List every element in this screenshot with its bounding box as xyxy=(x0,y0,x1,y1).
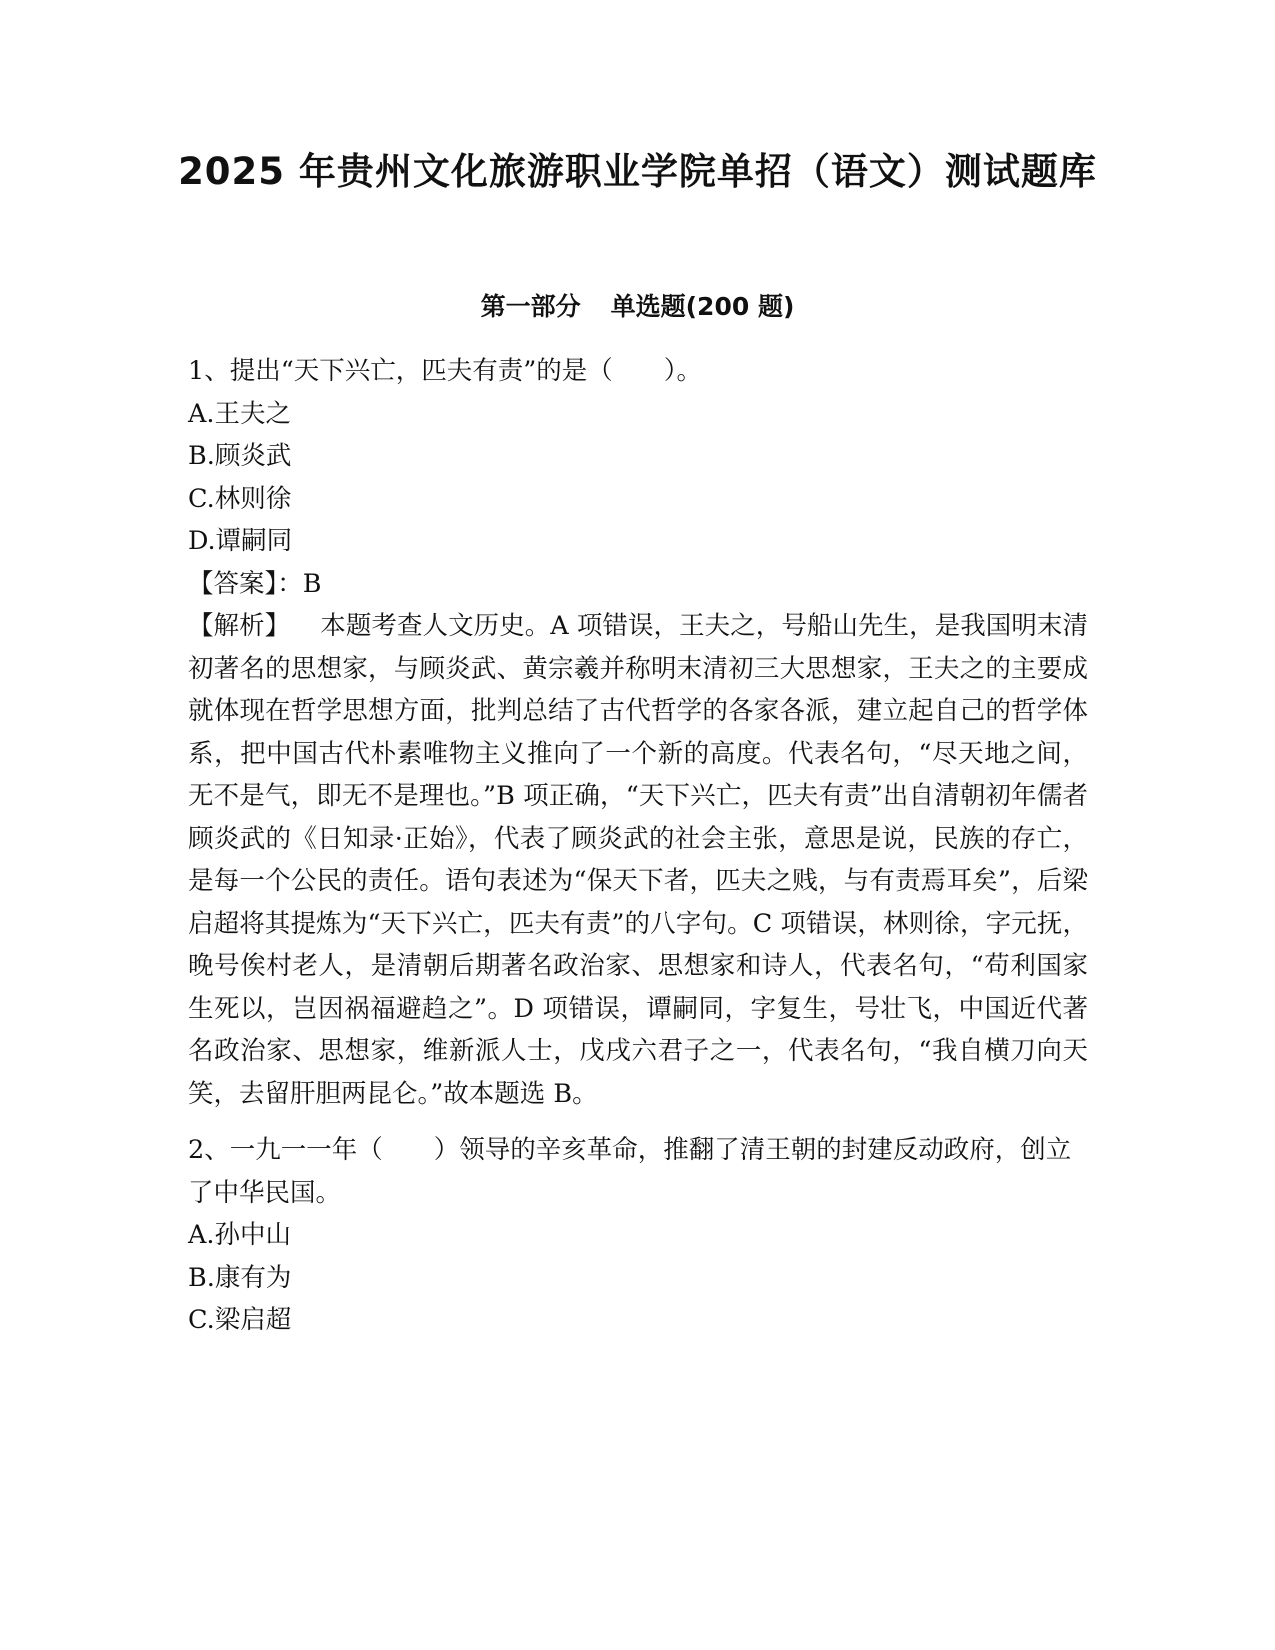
analysis-label: 【解析】 xyxy=(188,611,291,641)
option-d: D.谭嗣同 xyxy=(188,526,293,556)
analysis-paragraph xyxy=(188,605,1088,1115)
section-heading xyxy=(0,290,1275,324)
answer-label: 【答案】： xyxy=(188,568,303,599)
answer-value: B xyxy=(302,568,322,599)
section-name: 单选题(200 题) xyxy=(610,292,795,321)
option-a: A.王夫之 xyxy=(188,398,292,429)
option-b: B.康有为 xyxy=(188,1262,292,1293)
question-stem: 2、一九一一年（ ）领导的辛亥革命，推翻了清王朝的封建反动政府，创立了中华民国。 xyxy=(188,1135,1072,1208)
document-title: 2025 年贵州文化旅游职业学院单招（语文）测试题库 xyxy=(178,150,1097,193)
question-2 xyxy=(188,1129,1088,1342)
question-list xyxy=(188,350,1088,1342)
analysis-text: 本题考查人文历史。A 项错误，王夫之，号船山先生，是我国明末清初著名的思想家，与顾炎武、黄宗羲并称明末清初三大思想家，王夫之的主要成就体现在哲学思想方面，批判总结了古代哲学的各家各派，建立起自己的哲学体系，把中国古代朴素唯物主义推向了一个新的高度。代表名句，“尽天地之间，无不是气，即无不是理也。”B 项正确，“天下兴亡，匹夫有责”出自清朝初年儒者顾炎武的《日知录·正始》，代表了顾炎武的社会主张，意思是说，民族的存亡，是每一个公民的责任。语句表述为“保天下者，匹夫之贱，与有责焉耳矣”，后梁启超将其提炼为“天下兴亡，匹夫有责”的八字句。C 项错误，林则徐，字元抚，晚号俟村老人，是清朝后期著名政治家、思想家和诗人，代表名句，“苟利国家生死以，岂因祸福避趋之”。D 项错误，谭嗣同，字复生，号壮飞，中国近代著名政治家、思想家，维新派人士，戊戌六君子之一，代表名句，“我自横刀向天笑，去留肝胆两昆仑。”故本题选 B。 xyxy=(188,611,1088,1109)
option-b: B.顾炎武 xyxy=(188,441,292,471)
question-stem: 1、提出“天下兴亡，匹夫有责”的是（ ）。 xyxy=(188,356,703,386)
option-a: A.孙中山 xyxy=(188,1220,292,1250)
question-1 xyxy=(188,350,1088,1115)
option-c: C.林则徐 xyxy=(188,483,292,514)
section-part: 第一部分 xyxy=(480,292,581,321)
answer-line xyxy=(188,563,1088,606)
option-c: C.梁启超 xyxy=(188,1305,292,1335)
